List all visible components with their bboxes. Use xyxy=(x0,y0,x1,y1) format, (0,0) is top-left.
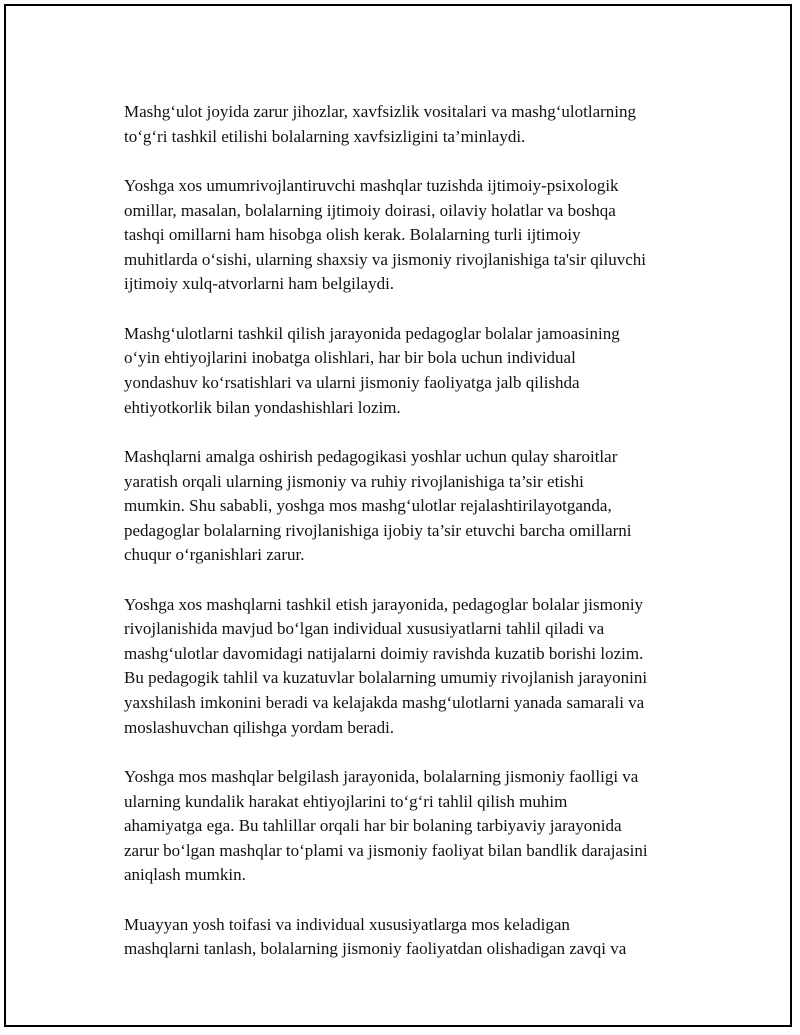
document-body xyxy=(124,100,694,987)
text-line: to‘g‘ri tashkil etilishi bolalarning xavfsizligini ta’minlaydi. xyxy=(124,126,526,146)
text-line: omillar, masalan, bolalarning ijtimoiy doirasi, oilaviy holatlar va boshqa xyxy=(124,200,616,220)
text-line: ijtimoiy xulq-atvorlarni ham belgilaydi. xyxy=(124,274,395,294)
text-line: mumkin. Shu sababli, yoshga mos mashg‘ulotlar rejalashtirilayotganda, xyxy=(124,496,612,516)
paragraph-3 xyxy=(124,322,694,420)
text-line: Mashqlarni amalga oshirish pedagogikasi yoshlar uchun qulay sharoitlar xyxy=(124,446,618,466)
paragraph-7 xyxy=(124,913,694,962)
paragraph-5 xyxy=(124,593,694,741)
text-line: chuqur o‘rganishlari zarur. xyxy=(124,545,305,565)
text-line: ahamiyatga ega. Bu tahlillar orqali har bir bolaning tarbiyaviy jarayonida xyxy=(124,816,622,836)
text-line: Yoshga xos umumrivojlantiruvchi mashqlar tuzishda ijtimoiy-psixologik xyxy=(124,175,619,195)
text-line: moslashuvchan qilishga yordam beradi. xyxy=(124,717,395,737)
text-line: yaxshilash imkonini beradi va kelajakda mashg‘ulotlarni yanada samarali va xyxy=(124,693,645,713)
page-frame xyxy=(4,4,792,1027)
text-line: pedagoglar bolalarning rivojlanishiga ijobiy ta’sir etuvchi barcha omillarni xyxy=(124,520,632,540)
text-line: aniqlash mumkin. xyxy=(124,865,246,885)
text-line: Yoshga mos mashqlar belgilash jarayonida, bolalarning jismoniy faolligi va xyxy=(124,767,639,787)
text-line: yaratish orqali ularning jismoniy va ruhiy rivojlanishiga ta’sir etishi xyxy=(124,471,584,491)
text-line: mashg‘ulotlar davomidagi natijalarni doimiy ravishda kuzatib borishi lozim. xyxy=(124,643,644,663)
text-line: zarur bo‘lgan mashqlar to‘plami va jismoniy faoliyat bilan bandlik darajasini xyxy=(124,840,648,860)
text-line: rivojlanishida mavjud bo‘lgan individual xususiyatlarni tahlil qiladi va xyxy=(124,619,605,639)
text-line: Mashg‘ulotlarni tashkil qilish jarayonida pedagoglar bolalar jamoasining xyxy=(124,323,620,343)
text-line: muhitlarda o‘sishi, ularning shaxsiy va jismoniy rivojlanishiga ta'sir qiluvchi xyxy=(124,249,646,269)
text-line: Yoshga xos mashqlarni tashkil etish jarayonida, pedagoglar bolalar jismoniy xyxy=(124,594,644,614)
text-line: yondashuv ko‘rsatishlari va ularni jismoniy faoliyatga jalb qilishda xyxy=(124,372,580,392)
text-line: Muayyan yosh toifasi va individual xususiyatlarga mos keladigan xyxy=(124,914,570,934)
text-line: o‘yin ehtiyojlarini inobatga olishlari, har bir bola uchun individual xyxy=(124,348,576,368)
text-line: Bu pedagogik tahlil va kuzatuvlar bolalarning umumiy rivojlanish jarayonini xyxy=(124,668,648,688)
text-line: mashqlarni tanlash, bolalarning jismoniy faoliyatdan olishadigan zavqi va xyxy=(124,939,627,959)
text-line: ehtiyotkorlik bilan yondashishlari lozim. xyxy=(124,397,401,417)
text-line: tashqi omillarni ham hisobga olish kerak. Bolalarning turli ijtimoiy xyxy=(124,225,581,245)
text-line: Mashg‘ulot joyida zarur jihozlar, xavfsizlik vositalari va mashg‘ulotlarning xyxy=(124,102,637,121)
paragraph-4 xyxy=(124,445,694,568)
paragraph-1 xyxy=(124,100,694,149)
paragraph-2 xyxy=(124,174,694,297)
text-line: ularning kundalik harakat ehtiyojlarini to‘g‘ri tahlil qilish muhim xyxy=(124,791,568,811)
paragraph-6 xyxy=(124,765,694,888)
